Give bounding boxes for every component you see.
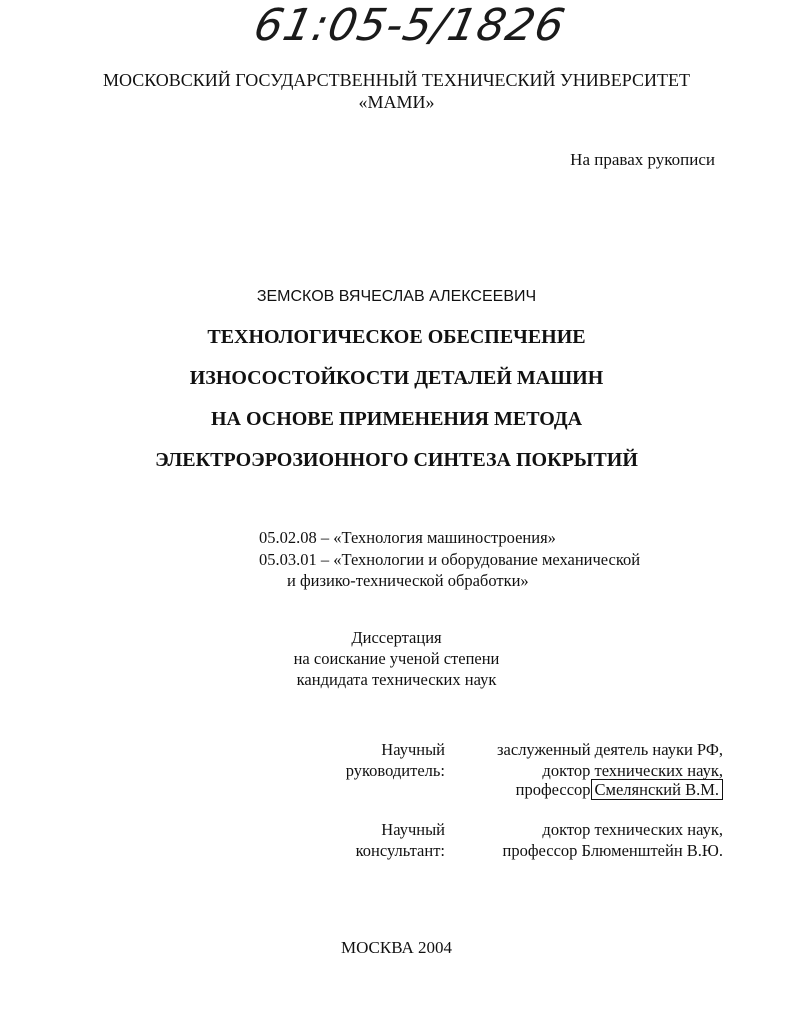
supervisor-degree: доктор технических наук, [542,761,723,780]
supervisor-line [423,780,723,800]
university-name: МОСКОВСКИЙ ГОСУДАРСТВЕННЫЙ ТЕХНИЧЕСКИЙ УНИВЕРСИТЕТ [102,70,691,90]
degree-line: на соискание ученой степени [293,649,500,668]
city-year: МОСКВА 2004 [340,938,453,957]
supervisor-name-box: Смелянский В.М. [591,779,723,800]
author-name: ЗЕМСКОВ ВЯЧЕСЛАВ АЛЕКСЕЕВИЧ [256,288,537,305]
specialty-1: 05.02.08 – «Технология машиностроения» [259,528,556,547]
title-line-2: ИЗНОСОСТОЙКОСТИ ДЕТАЛЕЙ МАШИН [189,367,604,389]
title-line-1: ТЕХНОЛОГИЧЕСКОЕ ОБЕСПЕЧЕНИЕ [207,326,586,348]
supervisor-role-2: руководитель: [345,761,445,780]
supervisor-rank: профессор [515,780,591,799]
rights-note: На правах рукописи [570,150,715,169]
specialty-2: 05.03.01 – «Технологии и оборудование механической [259,550,641,569]
consultant-degree: доктор технических наук, [542,820,723,839]
title-line-4: ЭЛЕКТРОЭРОЗИОННОГО СИНТЕЗА ПОКРЫТИЙ [155,449,638,471]
degree-name: кандидата технических наук [296,670,497,689]
consultant-name: профессор Блюменштейн В.Ю. [502,841,723,860]
supervisor-title: заслуженный деятель науки РФ, [497,740,723,759]
specialty-2-continued: и физико-технической обработки» [287,571,529,590]
archive-code-handwritten: 61:05-5/1826 [249,0,570,51]
dissertation-label: Диссертация [351,628,442,647]
university-abbreviation: «МАМИ» [358,92,435,112]
consultant-role-2: консультант: [355,841,445,860]
title-line-3: НА ОСНОВЕ ПРИМЕНЕНИЯ МЕТОДА [210,408,583,430]
consultant-role-1: Научный [381,820,445,839]
supervisor-role-1: Научный [381,740,445,759]
